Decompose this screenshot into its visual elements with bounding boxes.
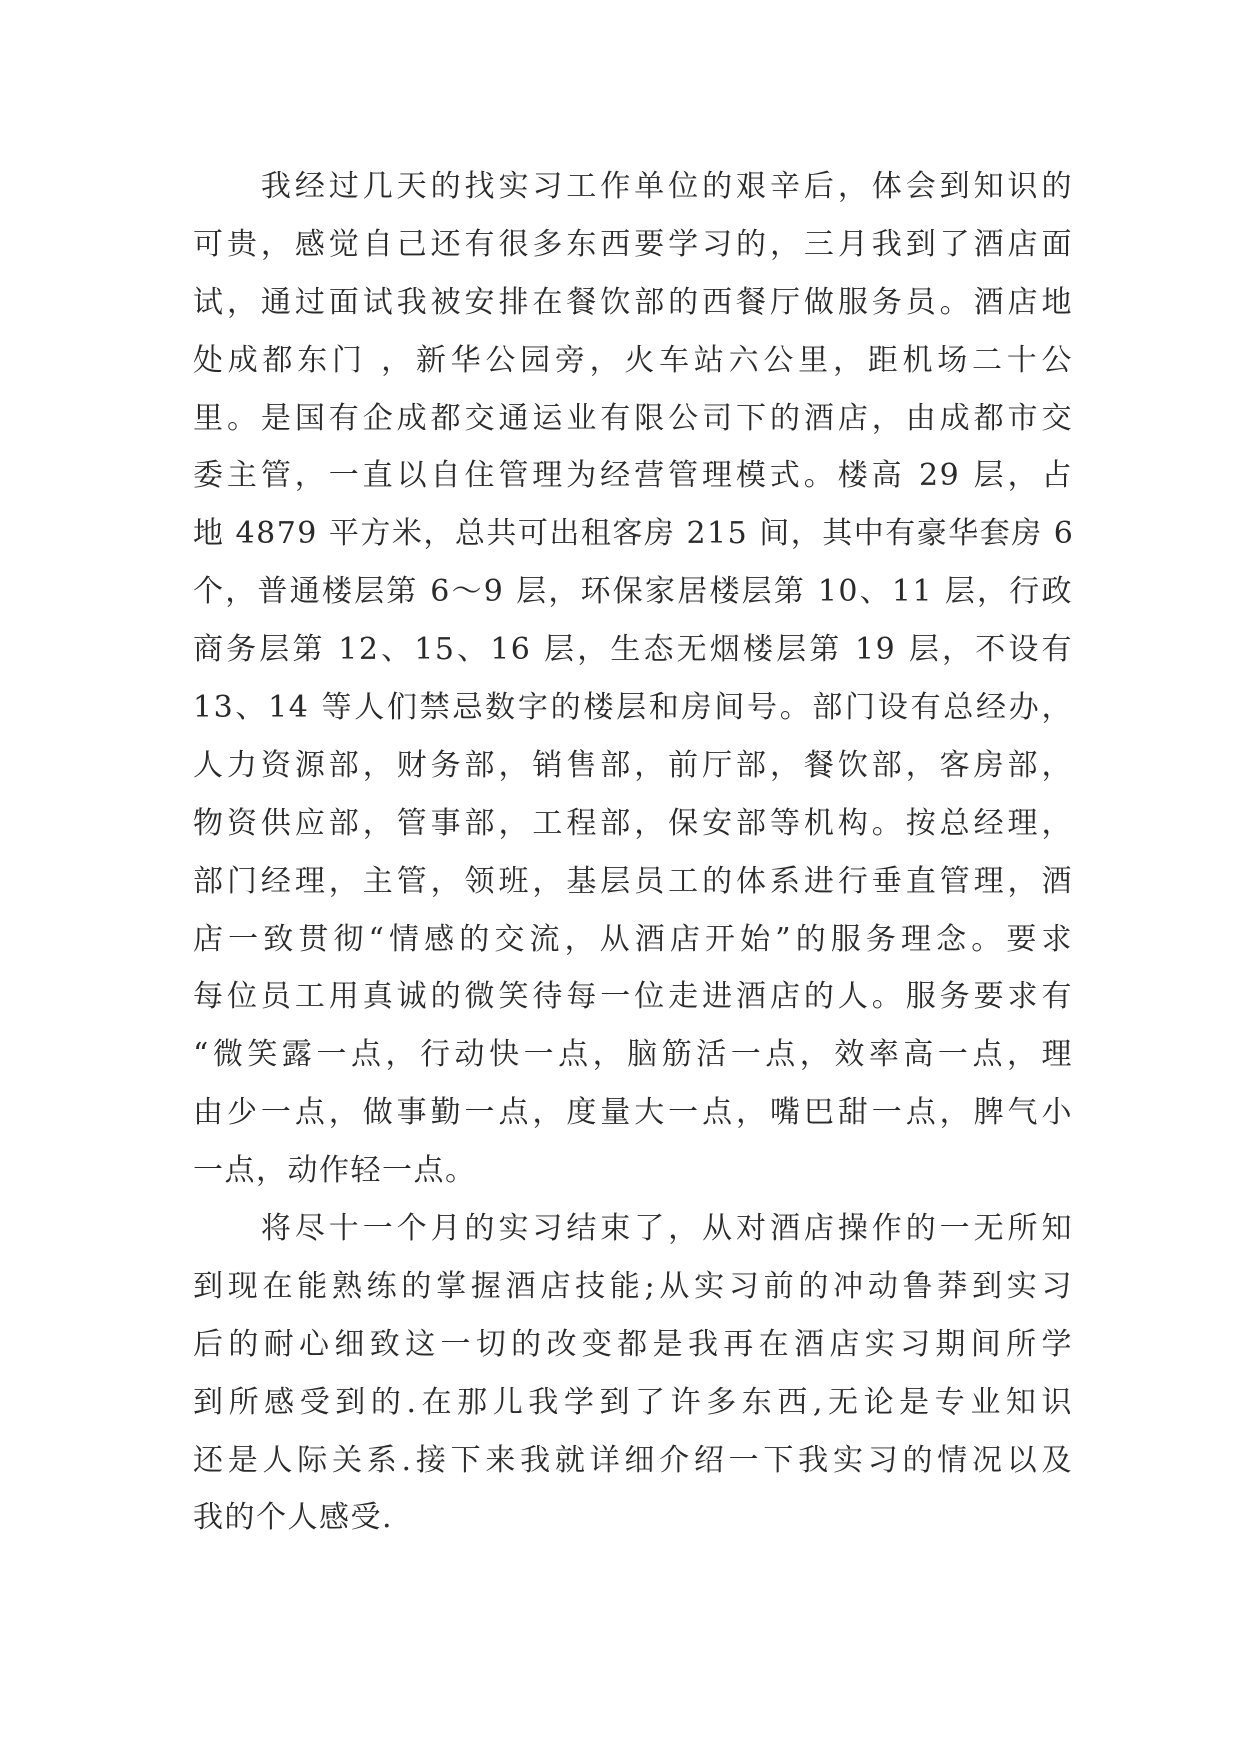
document-body	[193, 158, 1073, 1547]
paragraph-2	[193, 1200, 1073, 1547]
text-line: 我的个人感受.	[193, 1500, 394, 1536]
text-line: 委主管，一直以自住管理为经营管理模式。楼高 29 层，占	[193, 458, 1073, 494]
text-line: 到现在能熟练的掌握酒店技能;从实习前的冲动鲁莽到实习	[193, 1268, 1073, 1304]
text-line: 13、14 等人们禁忌数字的楼层和房间号。部门设有总经办，	[193, 690, 1073, 726]
text-line: 试，通过面试我被安排在餐饮部的西餐厅做服务员。酒店地	[193, 284, 1073, 320]
text-line: 店一致贯彻“情感的交流，从酒店开始”的服务理念。要求	[193, 921, 1073, 957]
text-line: 还是人际关系.接下来我就详细介绍一下我实习的情况以及	[193, 1442, 1073, 1478]
text-line: 里。是国有企成都交通运业有限公司下的酒店，由成都市交	[193, 400, 1073, 436]
text-line: 商务层第 12、15、16 层，生态无烟楼层第 19 层，不设有	[193, 632, 1073, 668]
text-line: 我经过几天的找实习工作单位的艰辛后，体会到知识的	[193, 169, 1073, 204]
text-line: 将尽十一个月的实习结束了，从对酒店操作的一无所知	[193, 1211, 1073, 1247]
text-line: 人力资源部，财务部，销售部，前厅部，餐饮部，客房部，	[193, 747, 1073, 783]
text-line: 部门经理，主管，领班，基层员工的体系进行垂直管理，酒	[193, 863, 1073, 899]
text-line: 物资供应部，管事部，工程部，保安部等机构。按总经理，	[193, 805, 1073, 841]
text-line: 处成都东门 ，新华公园旁，火车站六公里，距机场二十公	[193, 342, 1073, 378]
text-line: 由少一点，做事勤一点，度量大一点，嘴巴甜一点，脾气小	[193, 1095, 1073, 1131]
text-line: 每位员工用真诚的微笑待每一位走进酒店的人。服务要求有	[193, 979, 1073, 1015]
text-line: 一点，动作轻一点。	[193, 1153, 477, 1189]
text-line: “微笑露一点，行动快一点，脑筋活一点，效率高一点，理	[193, 1037, 1073, 1073]
text-line: 后的耐心细致这一切的改变都是我再在酒店实习期间所学	[193, 1326, 1073, 1362]
paragraph-1	[193, 158, 1073, 1200]
text-line: 到所感受到的.在那儿我学到了许多东西,无论是专业知识	[193, 1384, 1073, 1420]
text-line: 地 4879 平方米，总共可出租客房 215 间，其中有豪华套房 6	[193, 516, 1075, 552]
text-line: 个，普通楼层第 6～9 层，环保家居楼层第 10、11 层，行政	[193, 574, 1073, 610]
text-line: 可贵，感觉自己还有很多东西要学习的，三月我到了酒店面	[193, 226, 1073, 262]
